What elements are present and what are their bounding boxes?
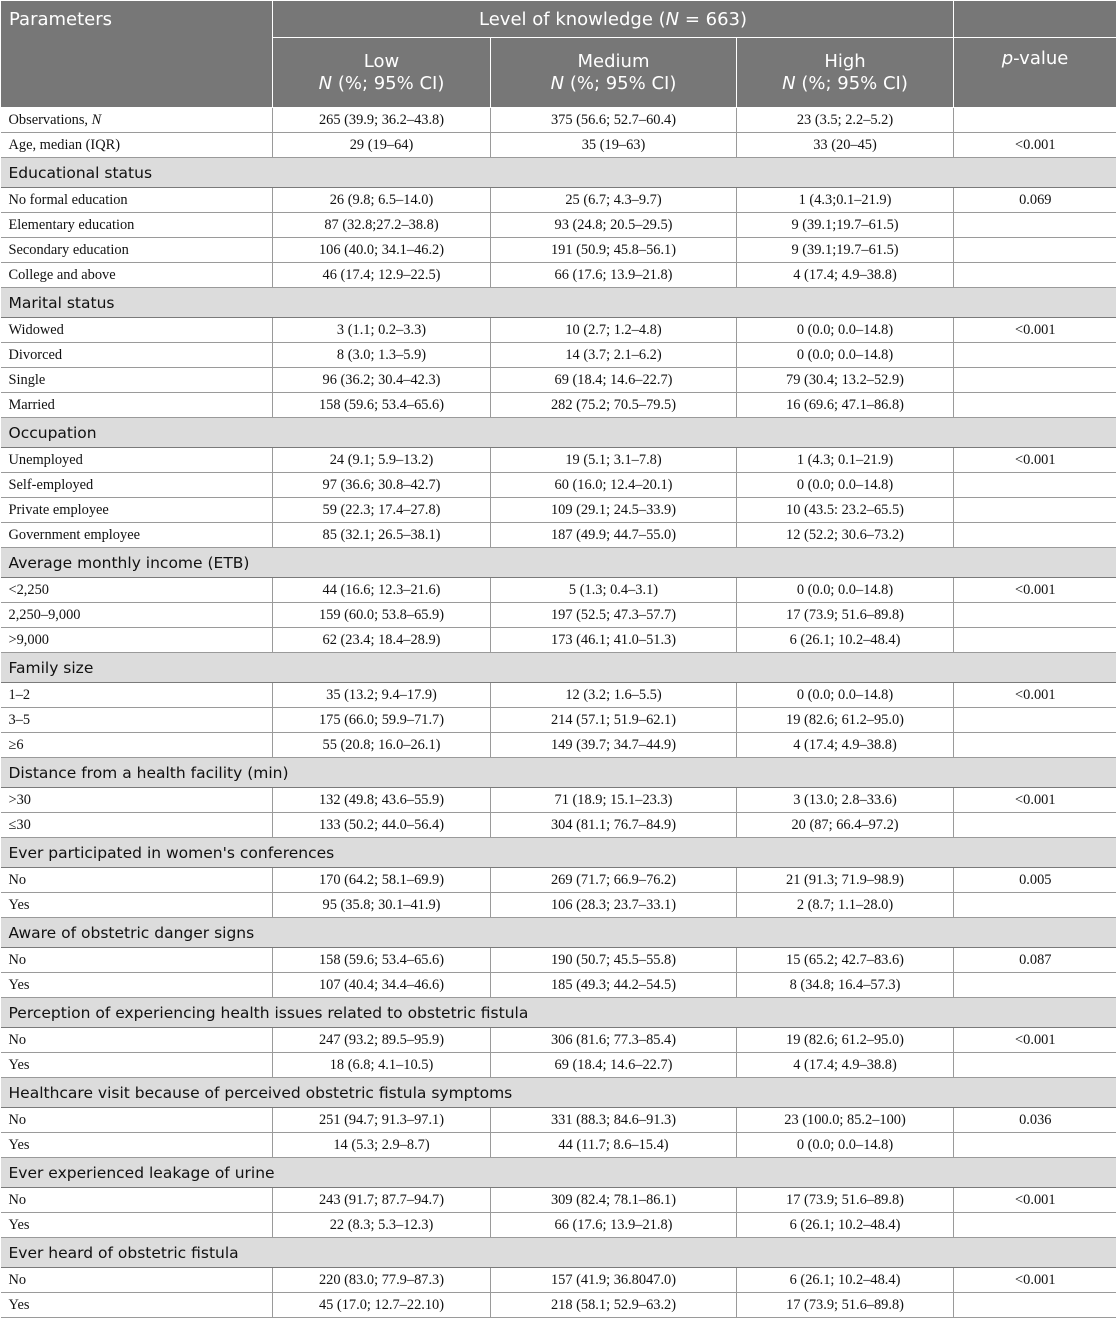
cell-medium: 269 (71.7; 66.9–76.2)	[491, 868, 737, 893]
cell-high: 8 (34.8; 16.4–57.3)	[737, 973, 954, 998]
cell-p-value: <0.001	[954, 578, 1116, 603]
cell-p-value	[954, 1053, 1116, 1078]
row-label: Self-employed	[1, 473, 273, 498]
table-row	[1, 893, 1116, 918]
section-header-row	[1, 758, 1116, 788]
cell-medium: 106 (28.3; 23.7–33.1)	[491, 893, 737, 918]
header-high: High N (%; 95% CI)	[737, 38, 954, 108]
cell-low: 170 (64.2; 58.1–69.9)	[273, 868, 491, 893]
row-label: Secondary education	[1, 238, 273, 263]
row-label: 2,250–9,000	[1, 603, 273, 628]
cell-p-value	[954, 368, 1116, 393]
cell-p-value: <0.001	[954, 683, 1116, 708]
row-label: No	[1, 868, 273, 893]
row-label: No formal education	[1, 188, 273, 213]
section-header-row	[1, 1238, 1116, 1268]
cell-medium: 66 (17.6; 13.9–21.8)	[491, 263, 737, 288]
table-row	[1, 368, 1116, 393]
table-row	[1, 263, 1116, 288]
row-label: Yes	[1, 893, 273, 918]
cell-p-value	[954, 733, 1116, 758]
cell-p-value	[954, 708, 1116, 733]
cell-low: 3 (1.1; 0.2–3.3)	[273, 318, 491, 343]
row-label: 3–5	[1, 708, 273, 733]
cell-low: 265 (39.9; 36.2–43.8)	[273, 108, 491, 133]
cell-p-value	[954, 238, 1116, 263]
cell-high: 4 (17.4; 4.9–38.8)	[737, 733, 954, 758]
section-title: Distance from a health facility (min)	[1, 758, 1116, 788]
table-row	[1, 448, 1116, 473]
cell-p-value: <0.001	[954, 318, 1116, 343]
cell-p-value	[954, 1293, 1116, 1318]
table-row	[1, 343, 1116, 368]
cell-high: 23 (100.0; 85.2–100)	[737, 1108, 954, 1133]
section-header-row	[1, 838, 1116, 868]
row-label: Married	[1, 393, 273, 418]
cell-medium: 197 (52.5; 47.3–57.7)	[491, 603, 737, 628]
section-title: Educational status	[1, 158, 1116, 188]
cell-medium: 173 (46.1; 41.0–51.3)	[491, 628, 737, 653]
cell-low: 158 (59.6; 53.4–65.6)	[273, 393, 491, 418]
table-row	[1, 1268, 1116, 1293]
cell-medium: 218 (58.1; 52.9–63.2)	[491, 1293, 737, 1318]
cell-p-value	[954, 498, 1116, 523]
table-row	[1, 948, 1116, 973]
cell-low: 62 (23.4; 18.4–28.9)	[273, 628, 491, 653]
cell-p-value	[954, 393, 1116, 418]
cell-low: 251 (94.7; 91.3–97.1)	[273, 1108, 491, 1133]
cell-low: 22 (8.3; 5.3–12.3)	[273, 1213, 491, 1238]
table-row	[1, 133, 1116, 158]
cell-high: 33 (20–45)	[737, 133, 954, 158]
cell-high: 2 (8.7; 1.1–28.0)	[737, 893, 954, 918]
table-row	[1, 393, 1116, 418]
cell-high: 15 (65.2; 42.7–83.6)	[737, 948, 954, 973]
row-label: Yes	[1, 973, 273, 998]
cell-medium: 25 (6.7; 4.3–9.7)	[491, 188, 737, 213]
table-row	[1, 318, 1116, 343]
section-title: Family size	[1, 653, 1116, 683]
cell-medium: 69 (18.4; 14.6–22.7)	[491, 1053, 737, 1078]
cell-low: 35 (13.2; 9.4–17.9)	[273, 683, 491, 708]
header-low: Low N (%; 95% CI)	[273, 38, 491, 108]
cell-high: 6 (26.1; 10.2–48.4)	[737, 628, 954, 653]
cell-p-value: <0.001	[954, 448, 1116, 473]
row-label: Yes	[1, 1133, 273, 1158]
cell-medium: 12 (3.2; 1.6–5.5)	[491, 683, 737, 708]
section-title: Perception of experiencing health issues related to obstetric fistula	[1, 998, 1116, 1028]
cell-low: 96 (36.2; 30.4–42.3)	[273, 368, 491, 393]
cell-p-value	[954, 1133, 1116, 1158]
table-row	[1, 523, 1116, 548]
cell-low: 14 (5.3; 2.9–8.7)	[273, 1133, 491, 1158]
cell-high: 9 (39.1;19.7–61.5)	[737, 213, 954, 238]
cell-low: 29 (19–64)	[273, 133, 491, 158]
cell-low: 247 (93.2; 89.5–95.9)	[273, 1028, 491, 1053]
section-title: Marital status	[1, 288, 1116, 318]
cell-medium: 157 (41.9; 36.8047.0)	[491, 1268, 737, 1293]
cell-p-value: <0.001	[954, 788, 1116, 813]
cell-medium: 191 (50.9; 45.8–56.1)	[491, 238, 737, 263]
table-row	[1, 1028, 1116, 1053]
cell-low: 106 (40.0; 34.1–46.2)	[273, 238, 491, 263]
cell-medium: 306 (81.6; 77.3–85.4)	[491, 1028, 737, 1053]
cell-high: 6 (26.1; 10.2–48.4)	[737, 1213, 954, 1238]
cell-low: 243 (91.7; 87.7–94.7)	[273, 1188, 491, 1213]
table-row	[1, 498, 1116, 523]
cell-medium: 304 (81.1; 76.7–84.9)	[491, 813, 737, 838]
cell-p-value	[954, 1213, 1116, 1238]
cell-p-value: 0.005	[954, 868, 1116, 893]
cell-high: 21 (91.3; 71.9–98.9)	[737, 868, 954, 893]
cell-low: 220 (83.0; 77.9–87.3)	[273, 1268, 491, 1293]
header-level-of-knowledge: Level of knowledge (N = 663)	[273, 1, 954, 38]
section-header-row	[1, 548, 1116, 578]
row-label: Observations, N	[1, 108, 273, 133]
row-label: No	[1, 1028, 273, 1053]
row-label: Divorced	[1, 343, 273, 368]
cell-medium: 93 (24.8; 20.5–29.5)	[491, 213, 737, 238]
cell-p-value	[954, 263, 1116, 288]
cell-high: 1 (4.3; 0.1–21.9)	[737, 448, 954, 473]
section-header-row	[1, 158, 1116, 188]
header-blank	[954, 1, 1116, 38]
table-row	[1, 1213, 1116, 1238]
row-label: ≥6	[1, 733, 273, 758]
cell-medium: 35 (19–63)	[491, 133, 737, 158]
row-label: Elementary education	[1, 213, 273, 238]
section-header-row	[1, 1078, 1116, 1108]
cell-medium: 14 (3.7; 2.1–6.2)	[491, 343, 737, 368]
cell-high: 10 (43.5: 23.2–65.5)	[737, 498, 954, 523]
section-title: Ever experienced leakage of urine	[1, 1158, 1116, 1188]
cell-medium: 69 (18.4; 14.6–22.7)	[491, 368, 737, 393]
table-row	[1, 813, 1116, 838]
cell-low: 159 (60.0; 53.8–65.9)	[273, 603, 491, 628]
cell-high: 0 (0.0; 0.0–14.8)	[737, 578, 954, 603]
cell-high: 0 (0.0; 0.0–14.8)	[737, 318, 954, 343]
cell-p-value	[954, 893, 1116, 918]
cell-p-value: <0.001	[954, 1028, 1116, 1053]
cell-low: 97 (36.6; 30.8–42.7)	[273, 473, 491, 498]
table-row	[1, 1293, 1116, 1318]
cell-medium: 185 (49.3; 44.2–54.5)	[491, 973, 737, 998]
cell-p-value: <0.001	[954, 133, 1116, 158]
table-row	[1, 973, 1116, 998]
cell-medium: 187 (49.9; 44.7–55.0)	[491, 523, 737, 548]
table-row	[1, 238, 1116, 263]
row-label: >30	[1, 788, 273, 813]
table-row	[1, 788, 1116, 813]
cell-high: 79 (30.4; 13.2–52.9)	[737, 368, 954, 393]
row-label: No	[1, 948, 273, 973]
table-row	[1, 188, 1116, 213]
section-header-row	[1, 418, 1116, 448]
row-label: Age, median (IQR)	[1, 133, 273, 158]
cell-high: 4 (17.4; 4.9–38.8)	[737, 1053, 954, 1078]
table-row	[1, 473, 1116, 498]
cell-low: 18 (6.8; 4.1–10.5)	[273, 1053, 491, 1078]
cell-low: 55 (20.8; 16.0–26.1)	[273, 733, 491, 758]
table-row	[1, 868, 1116, 893]
cell-low: 26 (9.8; 6.5–14.0)	[273, 188, 491, 213]
cell-medium: 5 (1.3; 0.4–3.1)	[491, 578, 737, 603]
table-header	[1, 1, 1116, 108]
section-title: Ever heard of obstetric fistula	[1, 1238, 1116, 1268]
cell-low: 85 (32.1; 26.5–38.1)	[273, 523, 491, 548]
row-label: College and above	[1, 263, 273, 288]
cell-high: 12 (52.2; 30.6–73.2)	[737, 523, 954, 548]
cell-medium: 60 (16.0; 12.4–20.1)	[491, 473, 737, 498]
row-label: Single	[1, 368, 273, 393]
section-title: Occupation	[1, 418, 1116, 448]
cell-low: 87 (32.8;27.2–38.8)	[273, 213, 491, 238]
cell-medium: 149 (39.7; 34.7–44.9)	[491, 733, 737, 758]
row-label: Yes	[1, 1293, 273, 1318]
cell-medium: 331 (88.3; 84.6–91.3)	[491, 1108, 737, 1133]
row-label: Yes	[1, 1053, 273, 1078]
section-header-row	[1, 1158, 1116, 1188]
cell-p-value	[954, 523, 1116, 548]
cell-high: 0 (0.0; 0.0–14.8)	[737, 343, 954, 368]
row-label: Widowed	[1, 318, 273, 343]
cell-p-value	[954, 813, 1116, 838]
header-medium: Medium N (%; 95% CI)	[491, 38, 737, 108]
row-label: 1–2	[1, 683, 273, 708]
table-row	[1, 578, 1116, 603]
section-title: Ever participated in women's conferences	[1, 838, 1116, 868]
cell-p-value: 0.069	[954, 188, 1116, 213]
table-body	[1, 108, 1116, 1318]
table-row	[1, 1053, 1116, 1078]
cell-high: 17 (73.9; 51.6–89.8)	[737, 603, 954, 628]
cell-p-value: 0.087	[954, 948, 1116, 973]
section-header-row	[1, 998, 1116, 1028]
cell-high: 17 (73.9; 51.6–89.8)	[737, 1293, 954, 1318]
cell-low: 132 (49.8; 43.6–55.9)	[273, 788, 491, 813]
cell-high: 0 (0.0; 0.0–14.8)	[737, 1133, 954, 1158]
cell-medium: 44 (11.7; 8.6–15.4)	[491, 1133, 737, 1158]
cell-low: 46 (17.4; 12.9–22.5)	[273, 263, 491, 288]
row-label: Yes	[1, 1213, 273, 1238]
cell-medium: 66 (17.6; 13.9–21.8)	[491, 1213, 737, 1238]
cell-high: 4 (17.4; 4.9–38.8)	[737, 263, 954, 288]
cell-low: 95 (35.8; 30.1–41.9)	[273, 893, 491, 918]
row-label: No	[1, 1108, 273, 1133]
cell-p-value	[954, 343, 1116, 368]
cell-low: 133 (50.2; 44.0–56.4)	[273, 813, 491, 838]
cell-medium: 71 (18.9; 15.1–23.3)	[491, 788, 737, 813]
cell-high: 16 (69.6; 47.1–86.8)	[737, 393, 954, 418]
table-row	[1, 213, 1116, 238]
cell-p-value	[954, 213, 1116, 238]
section-title: Healthcare visit because of perceived obstetric fistula symptoms	[1, 1078, 1116, 1108]
cell-high: 20 (87; 66.4–97.2)	[737, 813, 954, 838]
cell-high: 1 (4.3;0.1–21.9)	[737, 188, 954, 213]
cell-medium: 375 (56.6; 52.7–60.4)	[491, 108, 737, 133]
row-label: No	[1, 1268, 273, 1293]
cell-medium: 10 (2.7; 1.2–4.8)	[491, 318, 737, 343]
cell-p-value	[954, 473, 1116, 498]
cell-medium: 214 (57.1; 51.9–62.1)	[491, 708, 737, 733]
cell-high: 6 (26.1; 10.2–48.4)	[737, 1268, 954, 1293]
cell-low: 158 (59.6; 53.4–65.6)	[273, 948, 491, 973]
section-header-row	[1, 918, 1116, 948]
cell-low: 24 (9.1; 5.9–13.2)	[273, 448, 491, 473]
section-header-row	[1, 288, 1116, 318]
cell-low: 44 (16.6; 12.3–21.6)	[273, 578, 491, 603]
table-row	[1, 1133, 1116, 1158]
cell-low: 59 (22.3; 17.4–27.8)	[273, 498, 491, 523]
cell-p-value	[954, 973, 1116, 998]
section-header-row	[1, 653, 1116, 683]
cell-medium: 309 (82.4; 78.1–86.1)	[491, 1188, 737, 1213]
cell-medium: 282 (75.2; 70.5–79.5)	[491, 393, 737, 418]
table-row	[1, 683, 1116, 708]
table-row	[1, 628, 1116, 653]
table-row	[1, 108, 1116, 133]
row-label: Unemployed	[1, 448, 273, 473]
row-label: >9,000	[1, 628, 273, 653]
cell-low: 45 (17.0; 12.7–22.10)	[273, 1293, 491, 1318]
cell-p-value	[954, 628, 1116, 653]
cell-p-value: <0.001	[954, 1188, 1116, 1213]
cell-low: 175 (66.0; 59.9–71.7)	[273, 708, 491, 733]
table-row	[1, 603, 1116, 628]
cell-high: 0 (0.0; 0.0–14.8)	[737, 683, 954, 708]
table-row	[1, 733, 1116, 758]
cell-medium: 190 (50.7; 45.5–55.8)	[491, 948, 737, 973]
cell-high: 17 (73.9; 51.6–89.8)	[737, 1188, 954, 1213]
cell-high: 19 (82.6; 61.2–95.0)	[737, 1028, 954, 1053]
cell-high: 3 (13.0; 2.8–33.6)	[737, 788, 954, 813]
cell-p-value	[954, 108, 1116, 133]
cell-low: 107 (40.4; 34.4–46.6)	[273, 973, 491, 998]
row-label: Government employee	[1, 523, 273, 548]
cell-low: 8 (3.0; 1.3–5.9)	[273, 343, 491, 368]
row-label: No	[1, 1188, 273, 1213]
table-row	[1, 708, 1116, 733]
table-row	[1, 1188, 1116, 1213]
row-label: ≤30	[1, 813, 273, 838]
header-p-value: p-value	[954, 38, 1116, 108]
cell-medium: 19 (5.1; 3.1–7.8)	[491, 448, 737, 473]
cell-high: 19 (82.6; 61.2–95.0)	[737, 708, 954, 733]
cell-p-value: <0.001	[954, 1268, 1116, 1293]
row-label: <2,250	[1, 578, 273, 603]
cell-medium: 109 (29.1; 24.5–33.9)	[491, 498, 737, 523]
section-title: Aware of obstetric danger signs	[1, 918, 1116, 948]
cell-p-value	[954, 603, 1116, 628]
cell-high: 23 (3.5; 2.2–5.2)	[737, 108, 954, 133]
cell-high: 9 (39.1;19.7–61.5)	[737, 238, 954, 263]
row-label: Private employee	[1, 498, 273, 523]
cell-high: 0 (0.0; 0.0–14.8)	[737, 473, 954, 498]
cell-p-value: 0.036	[954, 1108, 1116, 1133]
section-title: Average monthly income (ETB)	[1, 548, 1116, 578]
table-row	[1, 1108, 1116, 1133]
header-parameters: Parameters	[1, 1, 273, 108]
